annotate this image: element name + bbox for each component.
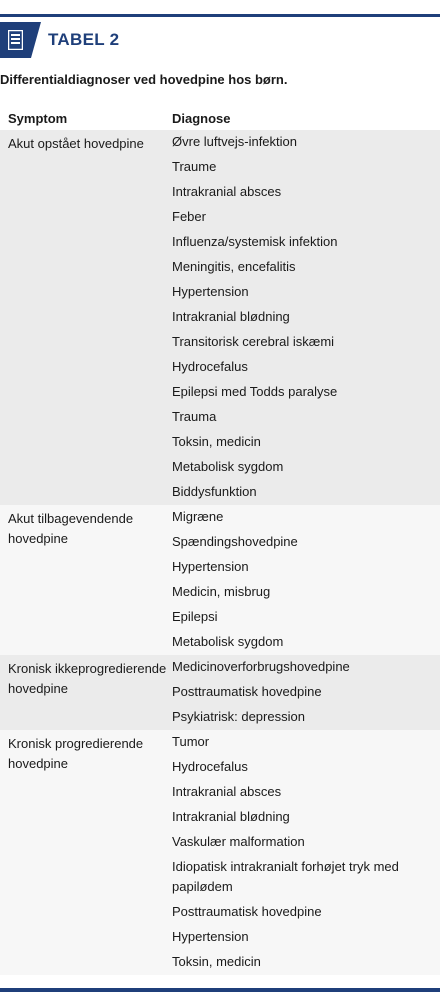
diagnosis-item: Transitorisk cerebral iskæmi xyxy=(172,334,335,349)
diagnosis-item: Medicinoverforbrugshovedpine xyxy=(172,659,350,674)
symptom-cell: Kronisk progredierende hovedpine xyxy=(8,736,144,771)
table-title: TABEL 2 xyxy=(48,30,120,49)
table-group xyxy=(0,730,440,975)
symptom-cell: Akut tilbagevendende hovedpine xyxy=(8,511,134,546)
diagnosis-item: Influenza/systemisk infektion xyxy=(172,234,338,249)
diagnosis-item: Posttraumatisk hovedpine xyxy=(172,904,322,919)
diagnosis-item: Toksin, medicin xyxy=(172,954,261,969)
table-head xyxy=(0,108,440,130)
symptom-cell: Akut opstået hovedpine xyxy=(8,136,144,151)
diagnosis-table xyxy=(0,108,440,975)
diagnosis-list xyxy=(172,130,440,505)
diagnosis-item: Traume xyxy=(172,159,217,174)
table-header xyxy=(0,22,440,58)
header-slash xyxy=(31,22,41,58)
diagnosis-item: Migræne xyxy=(172,509,224,524)
diagnosis-item: Hypertension xyxy=(172,559,249,574)
document-list-icon xyxy=(0,22,31,58)
diagnosis-item: Metabolisk sygdom xyxy=(172,459,284,474)
diagnosis-item: Epilepsi med Todds paralyse xyxy=(172,384,338,399)
diagnosis-item: Meningitis, encefalitis xyxy=(172,259,296,274)
column-header-symptom: Symptom xyxy=(8,111,68,126)
diagnosis-list xyxy=(172,655,440,730)
diagnosis-item: Spændingshovedpine xyxy=(172,534,298,549)
diagnosis-item: Hydrocefalus xyxy=(172,759,248,774)
diagnosis-item: Hydrocefalus xyxy=(172,359,248,374)
diagnosis-item: Tumor xyxy=(172,734,210,749)
diagnosis-item: Epilepsi xyxy=(172,609,218,624)
diagnosis-item: Øvre luftvejs-infektion xyxy=(172,134,297,149)
diagnosis-item: Feber xyxy=(172,209,206,224)
diagnosis-item: Trauma xyxy=(172,409,217,424)
diagnosis-item: Hypertension xyxy=(172,929,249,944)
diagnosis-list xyxy=(172,730,440,975)
diagnosis-item: Intrakranial blødning xyxy=(172,309,290,324)
diagnosis-item: Vaskulær malformation xyxy=(172,834,305,849)
diagnosis-item: Intrakranial blødning xyxy=(172,809,290,824)
diagnosis-item: Biddysfunktion xyxy=(172,484,257,499)
column-header-diagnose: Diagnose xyxy=(172,111,231,126)
table-group xyxy=(0,130,440,505)
symptom-cell: Kronisk ikkeprogredierende hovedpine xyxy=(8,661,167,696)
table-group xyxy=(0,655,440,730)
diagnosis-item: Toksin, medicin xyxy=(172,434,261,449)
diagnosis-item: Posttraumatisk hovedpine xyxy=(172,684,322,699)
diagnosis-item: Idiopatisk intrakranialt forhøjet tryk med papilødem xyxy=(172,859,399,894)
table-caption: Differentialdiagnoser ved hovedpine hos børn. xyxy=(0,72,288,87)
bottom-rule xyxy=(0,988,440,992)
diagnosis-item: Metabolisk sygdom xyxy=(172,634,284,649)
diagnosis-list xyxy=(172,505,440,655)
diagnosis-item: Intrakranial absces xyxy=(172,784,282,799)
diagnosis-item: Hypertension xyxy=(172,284,249,299)
diagnosis-item: Medicin, misbrug xyxy=(172,584,271,599)
diagnosis-item: Intrakranial absces xyxy=(172,184,282,199)
table-group xyxy=(0,505,440,655)
diagnosis-item: Psykiatrisk: depression xyxy=(172,709,305,724)
top-rule xyxy=(0,14,440,17)
